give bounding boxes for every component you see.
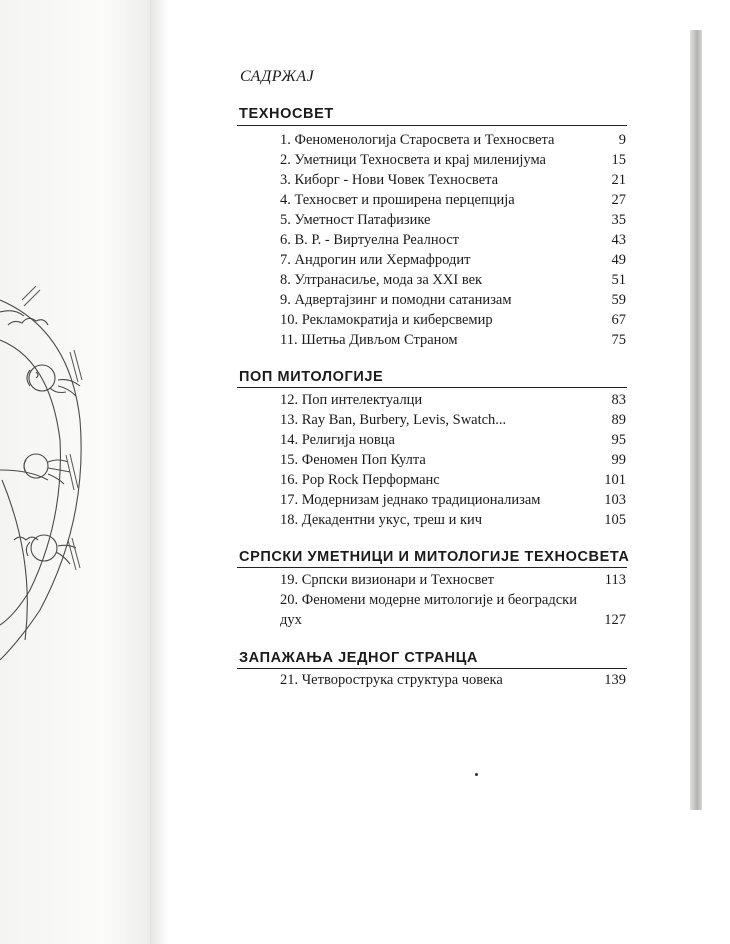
toc-entry	[280, 130, 626, 150]
entry-page: 139	[604, 672, 626, 688]
entry-title: 6. В. Р. - Виртуелна Реалност	[280, 232, 459, 248]
entry-page: 75	[611, 332, 626, 348]
entry-title: 17. Модернизам једнако традиционализам	[280, 492, 541, 508]
entry-page: 27	[611, 192, 626, 208]
section-heading: СРПСКИ УМЕТНИЦИ И МИТОЛОГИЈЕ ТЕХНОСВЕТА	[239, 549, 630, 565]
entry-title: 9. Адвертајзинг и помодни сатанизам	[280, 292, 512, 308]
entry-title: 3. Киборг - Нови Човек Техносвета	[280, 172, 499, 188]
entry-page: 89	[611, 412, 626, 428]
entry-title: 4. Техносвет и проширена перцепција	[280, 192, 515, 208]
entry-page: 95	[611, 432, 626, 448]
entry-page: 67	[611, 312, 626, 328]
entry-page: 15	[611, 152, 626, 168]
section-heading: ПОП МИТОЛОГИЈЕ	[239, 369, 384, 385]
section-heading: ТЕХНОСВЕТ	[239, 106, 334, 122]
entry-title: 15. Феномен Поп Култа	[280, 452, 426, 468]
entry-title: 14. Религија новца	[280, 432, 395, 448]
entry-page: 9	[618, 132, 626, 148]
page-gutter	[150, 0, 168, 944]
toc-entry	[280, 470, 626, 490]
toc-entry	[280, 210, 626, 230]
entry-page: 59	[611, 292, 626, 308]
section-heading: ЗАПАЖАЊА ЈЕДНОГ СТРАНЦА	[239, 650, 478, 666]
toc-entry	[280, 330, 626, 350]
toc-entry	[280, 510, 626, 530]
toc-entry	[280, 430, 626, 450]
toc-entry	[280, 230, 626, 250]
section-divider	[237, 668, 627, 669]
entry-title: 2. Уметници Техносвета и крај миленијума	[280, 152, 546, 168]
toc-entry	[280, 590, 626, 630]
section-divider	[237, 125, 627, 126]
entry-title: 11. Шетња Дивљом Страном	[280, 332, 458, 348]
toc-entry	[280, 390, 626, 410]
entry-title: 5. Уметност Патафизике	[280, 212, 431, 228]
entry-title: 19. Српски визионари и Техносвет	[280, 572, 494, 588]
entry-title: 7. Андрогин или Хермафродит	[280, 252, 471, 268]
entry-page: 43	[611, 232, 626, 248]
ink-speck	[475, 773, 478, 776]
section-divider	[237, 387, 627, 388]
toc-entry	[280, 490, 626, 510]
entry-title: 10. Рекламократија и киберсвемир	[280, 312, 493, 328]
entry-page: 103	[604, 492, 626, 508]
toc-entry	[280, 670, 626, 690]
engraving-wind-heads-icon	[0, 0, 150, 944]
toc-entry	[280, 170, 626, 190]
toc-entry	[280, 250, 626, 270]
entry-page: 51	[611, 272, 626, 288]
toc-entry	[280, 150, 626, 170]
toc-entry	[280, 290, 626, 310]
entry-title: 18. Декадентни укус, треш и кич	[280, 512, 483, 528]
section-divider	[237, 567, 627, 568]
entry-title: 16. Pop Rock Перформанс	[280, 472, 440, 488]
entry-title: 21. Четворострука структура човека	[280, 672, 503, 688]
entry-page: 105	[604, 512, 626, 528]
entry-title: 12. Поп интелектуалци	[280, 392, 423, 408]
toc-entry	[280, 310, 626, 330]
page-title: САДРЖАЈ	[240, 68, 315, 85]
entry-page: 101	[604, 472, 626, 488]
entry-title: 1. Феноменологија Старосвета и Техносвета	[280, 132, 555, 148]
toc-entry	[280, 450, 626, 470]
toc-entry	[280, 190, 626, 210]
entry-page: 113	[604, 572, 626, 588]
entry-title: 13. Ray Ban, Burbery, Levis, Swatch...	[280, 412, 507, 428]
entry-title: 8. Ултранасиље, мода за XXI век	[280, 272, 483, 288]
entry-page: 99	[611, 452, 626, 468]
entry-page: 83	[611, 392, 626, 408]
entry-page: 127	[604, 612, 626, 628]
page-edge-shadow	[690, 30, 702, 810]
entry-page: 35	[611, 212, 626, 228]
entry-page: 21	[611, 172, 626, 188]
toc-entry	[280, 270, 626, 290]
entry-title: 20. Феномени модерне митологије и београдски дух	[280, 592, 577, 628]
left-page	[0, 0, 150, 944]
toc-entry	[280, 410, 626, 430]
entry-page: 49	[611, 252, 626, 268]
toc-entry	[280, 570, 626, 590]
